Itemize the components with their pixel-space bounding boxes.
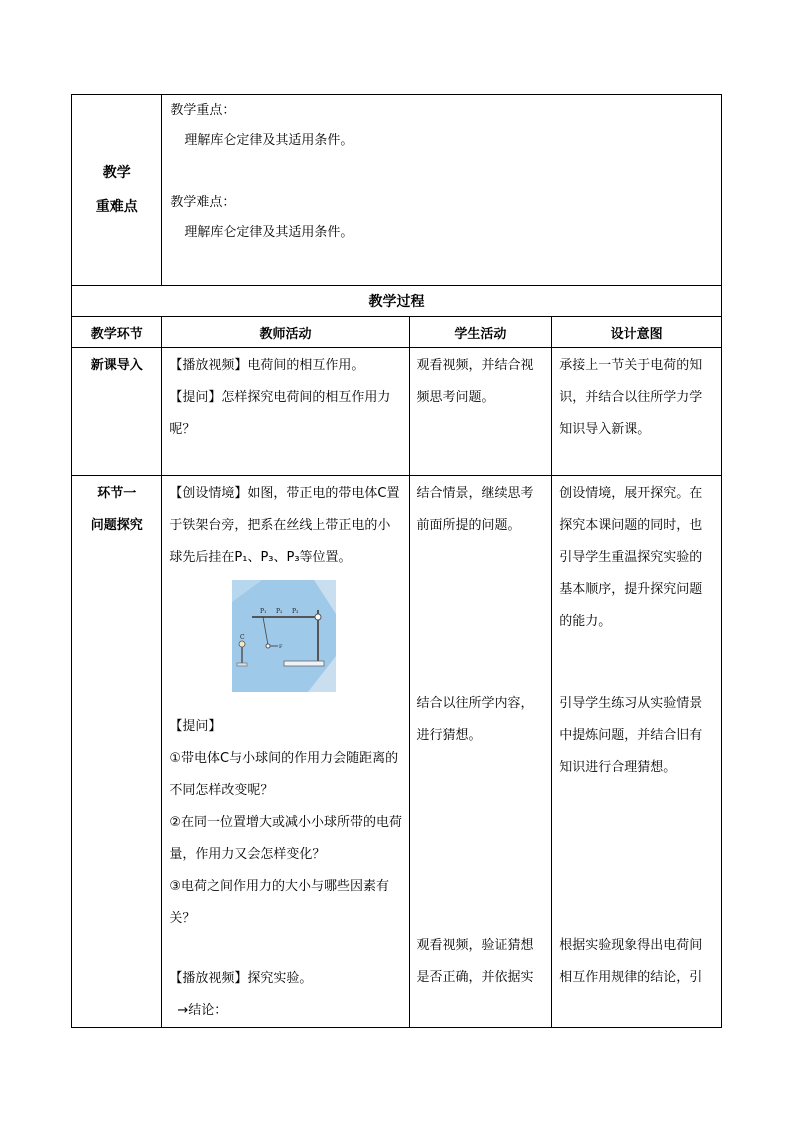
student-activity [409, 476, 552, 1028]
header-stage: 教学环节 [72, 317, 162, 348]
label-p2: P₂ [276, 608, 283, 615]
label-p1: P₁ [260, 608, 267, 615]
figure-light-area [232, 580, 336, 692]
focus-label: 教学重点： [170, 103, 236, 118]
key-points-title [72, 95, 162, 286]
question-item: ③电荷之间作用力的大小与哪些因素有关？ [169, 879, 390, 926]
teacher-line: 【播放视频】电荷间的相互作用。 [169, 358, 365, 373]
student-activity: 观看视频，并结合视频思考问题。 [409, 348, 552, 476]
teacher-line: 【提问】怎样探究电荷间的相互作用力呢？ [169, 390, 391, 437]
conclusion-label: →结论： [177, 1003, 228, 1018]
process-title-row [72, 286, 722, 317]
key-points-content [162, 95, 722, 286]
teacher-video: 【播放视频】探究实验。 [169, 971, 313, 986]
header-student-activity: 学生活动 [409, 317, 552, 348]
difficulty-text: 理解库仑定律及其适用条件。 [184, 225, 354, 240]
question-item: ①带电体C与小球间的作用力会随距离的不同怎样改变呢？ [169, 751, 399, 798]
focus-text: 理解库仑定律及其适用条件。 [184, 133, 354, 148]
intent-text: 创设情境，展开探究。在探究本课问题的同时，也引导学生重温探究实验的基本顺序，提升探究问题的能力。 [559, 486, 703, 629]
stand-base [284, 661, 324, 666]
question-item: ②在同一位置增大或减小小球所带的电荷量，作用力又会怎样变化？ [169, 815, 403, 862]
label-p3: P₃ [292, 608, 299, 615]
intent-text: 根据实验现象得出电荷间相互作用规律的结论，引 [559, 938, 703, 985]
student-text: 结合情景，继续思考前面所提的问题。 [416, 486, 534, 533]
key-points-title-line1: 教学 [102, 165, 131, 181]
process-header-row [72, 317, 722, 348]
experiment-figure [232, 580, 336, 692]
process-title: 教学过程 [72, 286, 722, 317]
charged-ball [266, 644, 270, 648]
table-row [72, 476, 722, 1028]
section-name-line1: 环节一 [97, 486, 137, 501]
section-name-line2: 问题探究 [90, 518, 143, 533]
header-design-intent: 设计意图 [552, 317, 722, 348]
difficulty-label: 教学难点： [170, 195, 236, 210]
charged-body-c [239, 641, 245, 647]
key-points-title-line2: 重难点 [95, 199, 138, 215]
lesson-plan-table [71, 94, 722, 1028]
student-text: 观看视频，验证猜想是否正确，并依据实 [416, 938, 534, 985]
design-intent: 承接上一节关于电荷的知识，并结合以往所学力学知识导入新课。 [552, 348, 722, 476]
question-label: 【提问】 [169, 719, 222, 734]
table-row [72, 348, 722, 476]
label-c: C [240, 634, 245, 641]
key-points-row [72, 95, 722, 286]
teacher-activity [162, 348, 409, 476]
section-name [72, 476, 162, 1028]
design-intent [552, 476, 722, 1028]
teacher-activity [162, 476, 409, 1028]
section-name [72, 348, 162, 476]
label-f: F [279, 644, 283, 650]
teacher-intro: 【创设情境】如图，带正电的带电体C置于铁架台旁，把系在丝线上带正电的小球先后挂在P₁、P₃、P₃等位置。 [169, 486, 400, 565]
header-teacher-activity: 教师活动 [162, 317, 409, 348]
intent-text: 引导学生练习从实验情景中提炼问题，并结合旧有知识进行合理猜想。 [559, 696, 703, 775]
section-name-line1: 新课导入 [90, 358, 143, 373]
student-text: 结合以往所学内容，进行猜想。 [416, 696, 534, 743]
